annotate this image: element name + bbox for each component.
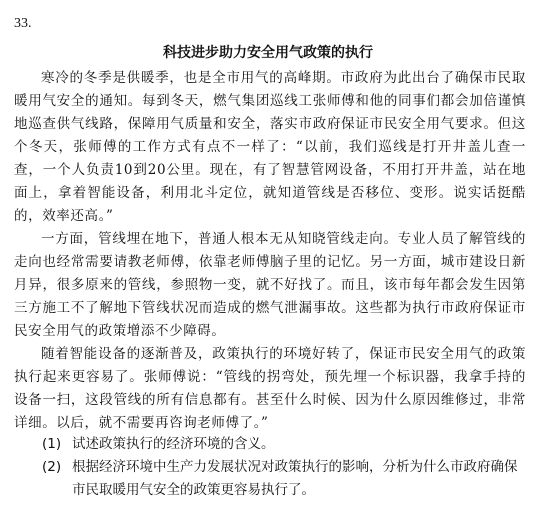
passage-paragraph-3: 随着智能设备的逐渐普及，政策执行的环境好转了，保证市民安全用气的政策执行起来更容易了。张师傅说：“管线的拐弯处，预先埋一个标识器，我拿手持的设备一扫，这段管线的所有信息都有。甚至什么时候、因为什么原因维修过，非常详细。以后，就不需要再咨询老师傅了。” — [14, 346, 526, 431]
sub-question-1 — [14, 433, 526, 456]
sub-question-2-label: (2) — [42, 459, 62, 475]
sub-question-2 — [14, 456, 526, 502]
sub-question-2-text: 根据经济环境中生产力发展状况对政策执行的影响，分析为什么市政府确保市民取暖用气安全的政策更容易执行了。 — [72, 459, 518, 498]
sub-question-1-text: 试述政策执行的经济环境的含义。 — [72, 436, 275, 452]
passage-paragraph-1: 寒冷的冬季是供暖季，也是全市用气的高峰期。市政府为此出台了确保市民取暖用气安全的通知。每到冬天，燃气集团巡线工张师傅和他的同事们都会加倍谨慎地巡查供气线路，保障用气质量和安全，落实市政府保证市民安全用气要求。但这个冬天，张师傅的工作方式有点不一样了：“以前，我们巡线是打开井盖儿查一查，一个人负责10到20公里。现在，有了智慧管网设备，不用打开井盖，站在地面上，拿着智能设备，利用北斗定位，就知道管线是否移位、变形。说实话挺酷的，效率还高。” — [14, 70, 526, 224]
sub-question-1-label: (1) — [42, 436, 62, 452]
question-number: 33. — [14, 16, 32, 31]
passage-title: 科技进步助力安全用气政策的执行 — [163, 45, 373, 61]
passage-body — [14, 67, 526, 435]
question-list — [14, 433, 526, 502]
passage-paragraph-2: 一方面，管线埋在地下，普通人根本无从知晓管线走向。专业人员了解管线的走向也经常需要请教老师傅，依靠老师傅脑子里的记忆。另一方面，城市建设日新月异，很多原来的管线，参照物一变，就不好找了。而且，该市每年都会发生因第三方施工不了解地下管线状况而造成的燃气泄漏事故。这些都为执行市政府保证市民安全用气的政策增添不少障碍。 — [14, 231, 526, 339]
